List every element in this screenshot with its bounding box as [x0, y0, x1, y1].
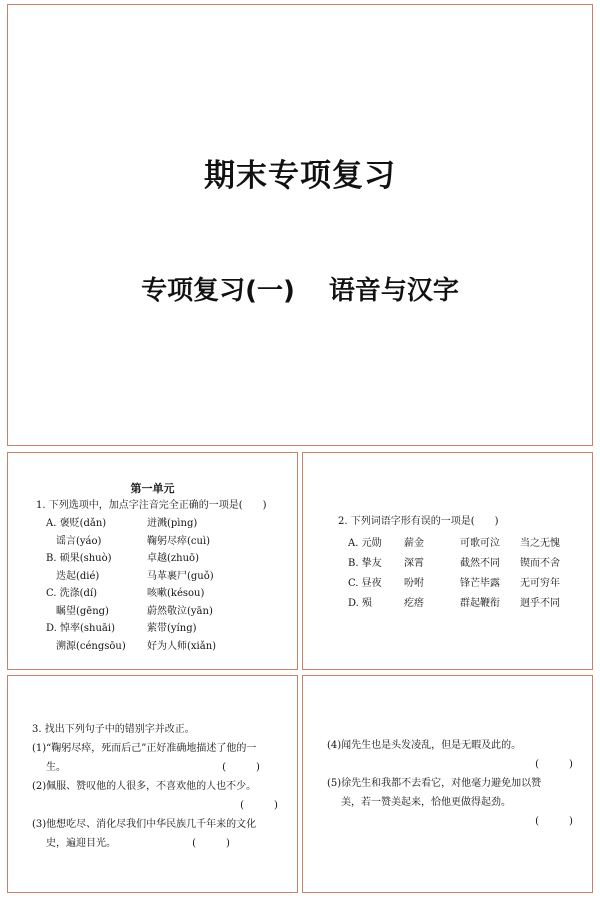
option-cell: 薪金	[404, 538, 424, 549]
option-cell: 谣言(yáo)	[46, 535, 102, 547]
slide-question-1	[7, 452, 298, 670]
option-cell: 吩咐	[404, 578, 424, 589]
option-row	[46, 515, 257, 533]
option-cell: 鞠躬尽瘁(cuì)	[147, 535, 211, 547]
answer-blank: ( )	[222, 762, 260, 773]
option-cell: 迭起(dié)	[46, 570, 100, 582]
sentence-5: (5)徐先生和我都不去看它，对他毫力避免加以赞	[327, 778, 542, 789]
question-3-continued	[327, 736, 579, 831]
option-cell: A. 褒贬(dǎn)	[46, 518, 107, 529]
option-cell: 瞩望(gēng)	[46, 605, 109, 617]
question-2-options	[348, 534, 590, 614]
slide-question-3-cont	[302, 675, 593, 893]
option-cell: 马革裹尸(guǒ)	[147, 570, 214, 582]
option-cell: 卓越(zhuō)	[147, 553, 199, 564]
option-cell: D. 殒	[348, 598, 373, 609]
option-row	[46, 638, 257, 656]
sentence-2-blank-line	[32, 796, 284, 815]
sentence-5-blank-line	[327, 812, 579, 831]
sentence-2: (2)佩服、赞叹他的人很多，不喜欢他的人也不少。	[32, 781, 257, 792]
option-cell: 疙瘩	[404, 598, 424, 609]
option-cell: C. 昼夜	[348, 578, 382, 589]
unit-heading: 第一单元	[130, 482, 175, 495]
sentence-1: (1)“鞠躬尽瘁，死而后己”正好准确地描述了他的一	[32, 743, 257, 754]
option-cell: 可歌可泣	[460, 538, 500, 549]
sentence-4-blank-line	[327, 755, 579, 774]
option-cell: D. 悼率(shuāi)	[46, 623, 115, 634]
question-1-options	[46, 515, 257, 655]
option-row	[46, 620, 257, 638]
sentence-3-end: 史，遍迎目光。	[46, 838, 116, 849]
option-cell: 深霄	[404, 558, 424, 569]
title-slide	[7, 4, 593, 446]
sentence-1-end: 生。	[46, 762, 66, 773]
slide-question-2	[302, 452, 593, 670]
option-row	[46, 550, 257, 568]
option-row	[348, 594, 590, 614]
subtitle-section: 专项复习(一)	[141, 276, 295, 306]
question-3-text: 3. 找出下列句子中的错别字并改正。	[32, 724, 195, 735]
answer-blank: ( )	[240, 800, 278, 811]
option-cell: 蔚然敬泣(yān)	[147, 605, 213, 617]
option-cell: 群起鞭衔	[460, 598, 500, 609]
answer-blank: ( )	[535, 759, 573, 770]
option-cell: 迥乎不同	[520, 598, 560, 609]
sentence-4: (4)闻先生也是头发凌乱，但是无暇及此的。	[327, 740, 522, 751]
option-cell: 当之无愧	[520, 538, 560, 549]
option-cell: 截然不同	[460, 558, 500, 569]
question-2-text: 2. 下列词语字形有误的一项是( )	[338, 516, 499, 527]
option-cell: 溯源(céngsōu)	[46, 640, 126, 652]
answer-blank: ( )	[535, 816, 573, 827]
option-row	[348, 574, 590, 594]
subtitle-topic: 语音与汉字	[328, 276, 459, 306]
option-cell: 锲而不舍	[520, 558, 560, 569]
option-cell: B. 挚友	[348, 558, 382, 569]
option-row	[46, 585, 257, 603]
option-cell: 锋芒毕露	[460, 578, 500, 589]
option-cell: C. 洗涤(dí)	[46, 588, 98, 599]
page-title: 期末专项复习	[204, 158, 396, 194]
option-cell: B. 硕果(shuò)	[46, 553, 112, 564]
option-cell: 萦带(yíng)	[147, 623, 197, 634]
option-cell: 咳嗽(késou)	[147, 588, 205, 599]
option-row	[46, 533, 257, 551]
option-row	[46, 568, 257, 586]
answer-blank: ( )	[192, 838, 230, 849]
option-row	[348, 534, 590, 554]
sentence-3-cont	[32, 834, 284, 853]
question-1-text: 1. 下列选项中，加点字注音完全正确的一项是( )	[36, 500, 267, 511]
slide-question-3	[7, 675, 298, 893]
sentence-5-cont: 美，若一赞美起来，恰他更做得起劲。	[341, 797, 511, 808]
option-cell: A. 元勋	[348, 538, 382, 549]
page-subtitle	[8, 270, 592, 307]
sentence-3: (3)他想吃尽、消化尽我们中华民族几千年来的文化	[32, 819, 257, 830]
option-cell: 无可穷年	[520, 578, 560, 589]
option-row	[46, 603, 257, 621]
option-cell: 好为人师(xiǎn)	[147, 640, 217, 652]
option-cell: 迸溅(pìng)	[147, 518, 198, 529]
question-3-block	[32, 720, 284, 853]
sentence-1-cont	[32, 758, 284, 777]
option-row	[348, 554, 590, 574]
